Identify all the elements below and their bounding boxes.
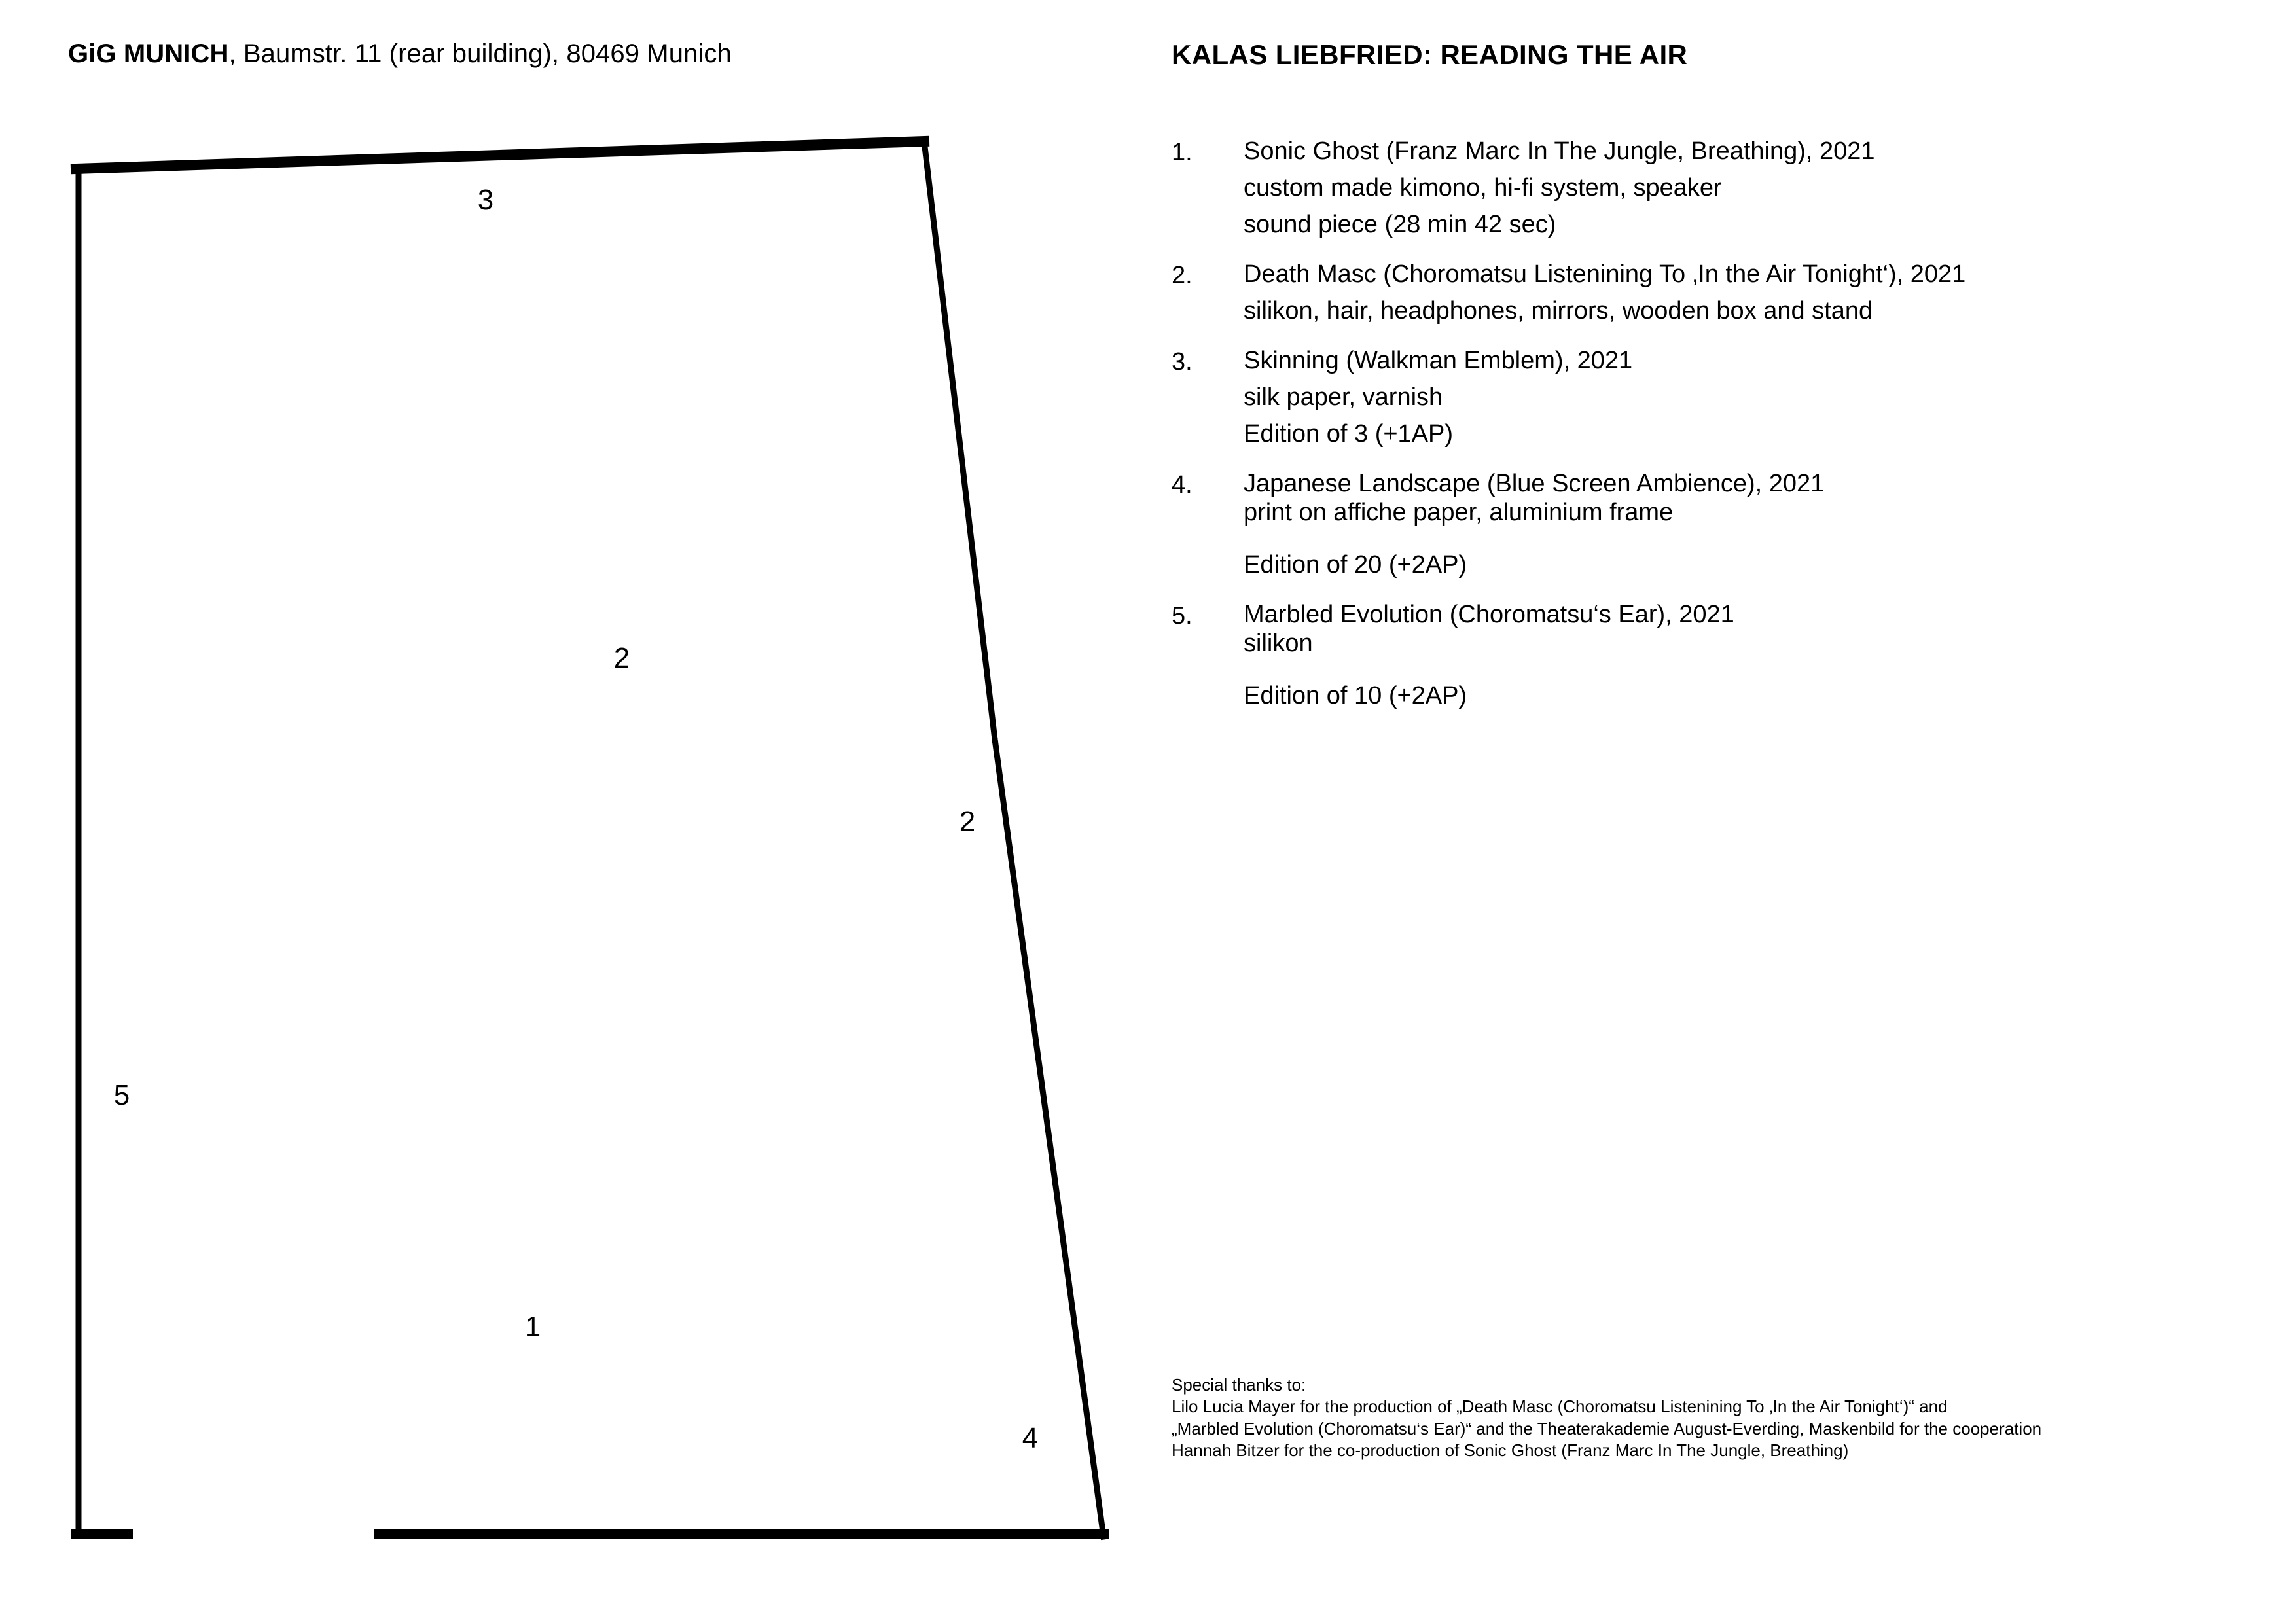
- work-item: [1172, 348, 2284, 446]
- work-detail-line: custom made kimono, hi-fi system, speaker: [1244, 174, 1722, 202]
- work-number: 2.: [1172, 262, 1193, 289]
- work-details: [1244, 262, 2284, 323]
- work-detail-line: silikon: [1244, 630, 1313, 657]
- work-detail-line: silk paper, varnish: [1244, 383, 1443, 411]
- thanks-line: Lilo Lucia Mayer for the production of „Death Masc (Choromatsu Listenining To ‚In the Air Tonight‘)“ and: [1172, 1397, 1948, 1417]
- work-item: [1172, 139, 2284, 237]
- work-detail-line: Edition of 3 (+1AP): [1244, 420, 1454, 448]
- work-details: [1244, 602, 2284, 708]
- work-detail-line: Edition of 20 (+2AP): [1244, 551, 1467, 579]
- work-detail-line: Edition of 10 (+2AP): [1244, 682, 1467, 709]
- venue-name: GiG MUNICH: [68, 39, 229, 68]
- work-details: [1244, 348, 2284, 446]
- venue-address: , Baumstr. 11 (rear building), 80469 Munich: [228, 39, 732, 68]
- work-title: Marbled Evolution (Choromatsu‘s Ear), 2021: [1244, 601, 1734, 628]
- work-title: Sonic Ghost (Franz Marc In The Jungle, Breathing), 2021: [1244, 137, 1875, 165]
- wall-top: [76, 141, 924, 169]
- work-number: 1.: [1172, 139, 1193, 166]
- plan-label-2-wall: 2: [959, 806, 976, 838]
- work-title: Death Masc (Choromatsu Listenining To ‚In the Air Tonight‘), 2021: [1244, 260, 1966, 288]
- plan-label-5: 5: [113, 1079, 130, 1111]
- thanks-heading: Special thanks to:: [1172, 1375, 1306, 1395]
- work-title: Skinning (Walkman Emblem), 2021: [1244, 347, 1633, 374]
- work-detail-line: print on affiche paper, aluminium frame: [1244, 499, 1674, 526]
- thanks-line: Hannah Bitzer for the co-production of Sonic Ghost (Franz Marc In The Jungle, Breathing): [1172, 1440, 1849, 1460]
- plan-label-4: 4: [1022, 1422, 1039, 1454]
- plan-label-3: 3: [477, 184, 494, 216]
- exhibition-title: KALAS LIEBFRIED: READING THE AIR: [1172, 39, 1688, 70]
- work-number: 5.: [1172, 602, 1193, 630]
- work-item: [1172, 602, 2284, 708]
- work-details: [1244, 471, 2284, 577]
- work-detail-line: silikon, hair, headphones, mirrors, wooden box and stand: [1244, 297, 1873, 325]
- work-item: [1172, 471, 2284, 577]
- work-detail-line: sound piece (28 min 42 sec): [1244, 211, 1556, 238]
- work-number: 3.: [1172, 348, 1193, 376]
- works-list: [1172, 139, 2284, 733]
- work-details: [1244, 139, 2284, 237]
- special-thanks-block: [1172, 1374, 2284, 1461]
- work-title: Japanese Landscape (Blue Screen Ambience), 2021: [1244, 470, 1825, 497]
- wall-right-upper: [924, 141, 995, 740]
- work-item: [1172, 262, 2284, 323]
- plan-label-1: 1: [524, 1311, 541, 1343]
- thanks-line: „Marbled Evolution (Choromatsu‘s Ear)“ and the Theaterakademie August-Everding, Maskenbild for the cooperation: [1172, 1418, 2042, 1438]
- works-column: [1172, 0, 2296, 1623]
- wall-right-lower: [995, 740, 1103, 1537]
- plan-label-2-room: 2: [613, 642, 630, 674]
- work-number: 4.: [1172, 471, 1193, 499]
